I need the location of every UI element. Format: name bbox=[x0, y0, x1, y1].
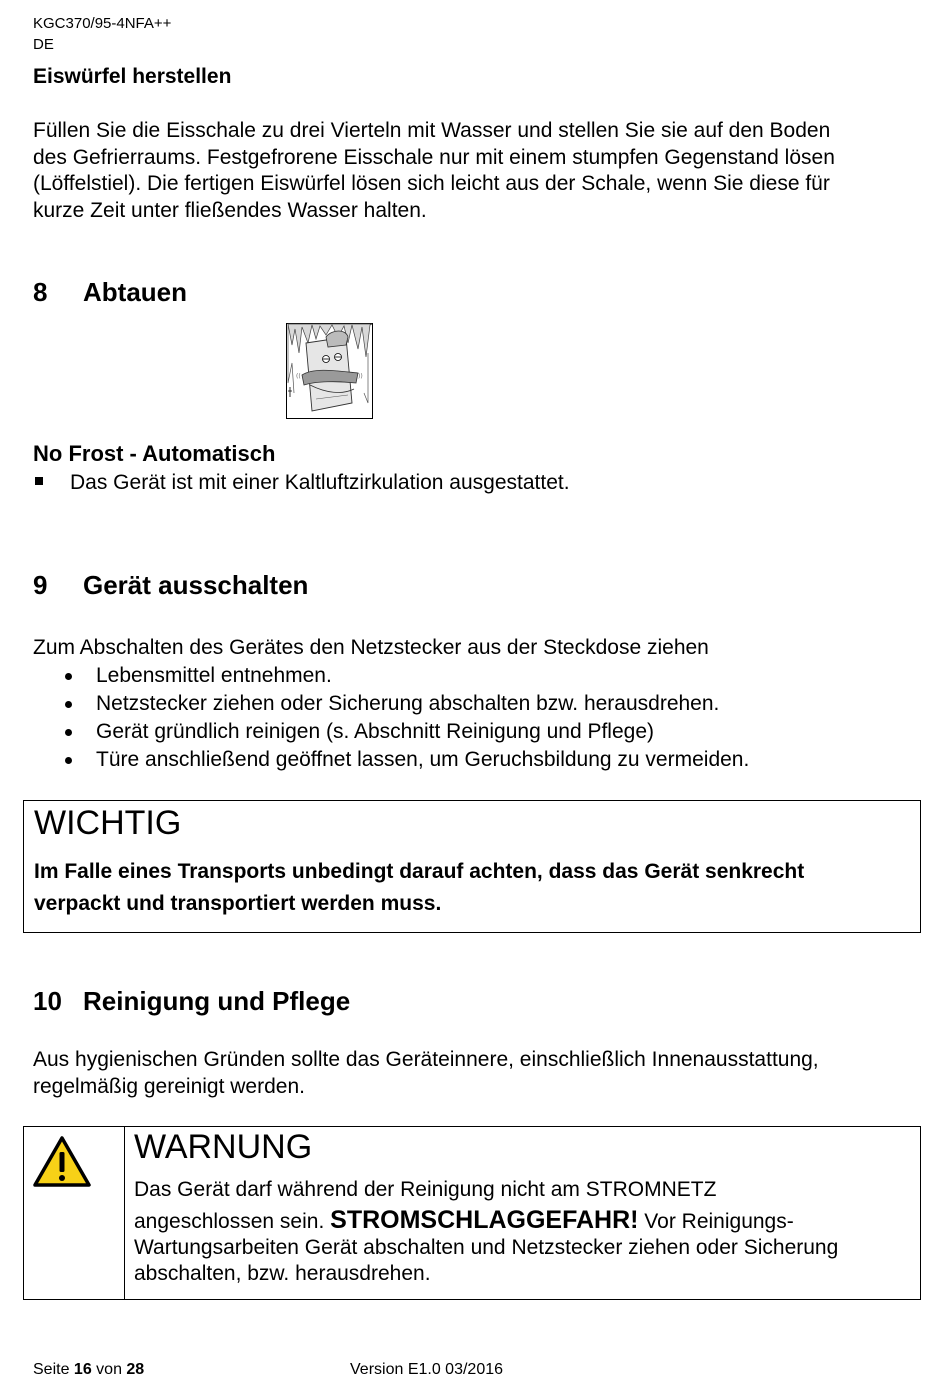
warning-line bbox=[134, 1207, 914, 1235]
important-line: verpackt und transportiert werden muss. bbox=[34, 892, 442, 915]
important-text bbox=[34, 856, 804, 920]
list-item bbox=[62, 662, 749, 690]
warning-text-part: Vor Reinigungs- bbox=[638, 1210, 794, 1233]
bullet-icon bbox=[65, 729, 72, 736]
important-title: WICHTIG bbox=[34, 804, 182, 842]
current-page: 16 bbox=[73, 1361, 92, 1378]
warning-line: abschalten, bzw. herausdrehen. bbox=[134, 1262, 431, 1285]
important-line: Im Falle eines Transports unbedingt darauf achten, dass das Gerät senkrecht bbox=[34, 860, 805, 883]
ice-paragraph bbox=[33, 118, 835, 224]
sec10-paragraph bbox=[33, 1047, 819, 1100]
ice-line: des Gefrierraums. Festgefrorene Eisschale nur mit einem stumpfen Gegenstand lösen bbox=[33, 145, 835, 169]
page-of-label: von bbox=[91, 1361, 127, 1378]
language-code: DE bbox=[33, 36, 54, 53]
section-title: Gerät ausschalten bbox=[83, 570, 309, 600]
important-box bbox=[23, 800, 921, 933]
warning-line: Das Gerät darf während der Reinigung nicht am STROMNETZ bbox=[134, 1178, 717, 1201]
ice-line: (Löffelstiel). Die fertigen Eiswürfel lösen sich leicht aus der Schale, wenn Sie diese für bbox=[33, 172, 830, 195]
section-number: 9 bbox=[33, 570, 48, 600]
nofrost-item: Das Gerät ist mit einer Kaltluftzirkulation ausgestattet. bbox=[70, 471, 570, 494]
list-item-text: Türe anschließend geöffnet lassen, um Geruchsbildung zu vermeiden. bbox=[96, 748, 750, 771]
bullet-icon bbox=[65, 757, 72, 764]
warning-line: Wartungsarbeiten Gerät abschalten und Netzstecker ziehen oder Sicherung bbox=[134, 1236, 839, 1259]
page-number bbox=[33, 1361, 144, 1379]
warning-title: WARNUNG bbox=[134, 1128, 313, 1166]
warning-triangle-icon bbox=[32, 1135, 92, 1189]
list-item-text: Gerät gründlich reinigen (s. Abschnitt Reinigung und Pflege) bbox=[96, 720, 654, 743]
warning-box bbox=[23, 1126, 921, 1300]
list-item-text: Netzstecker ziehen oder Sicherung abschalten bzw. herausdrehen. bbox=[96, 692, 720, 715]
model-number: KGC370/95-4NFA++ bbox=[33, 15, 172, 32]
page-label: Seite bbox=[33, 1361, 74, 1378]
ice-line: Füllen Sie die Eisschale zu drei Vierteln mit Wasser und stellen Sie sie auf den Boden bbox=[33, 119, 831, 142]
list-item bbox=[62, 746, 749, 774]
nofrost-title: No Frost - Automatisch bbox=[33, 441, 276, 466]
ice-line: kurze Zeit unter fließendes Wasser halten. bbox=[33, 198, 427, 222]
bullet-icon bbox=[65, 673, 72, 680]
section-number: 10 bbox=[33, 986, 62, 1016]
total-pages: 28 bbox=[126, 1361, 145, 1378]
section-title: Abtauen bbox=[83, 277, 187, 307]
bullet-icon bbox=[65, 701, 72, 708]
warning-divider bbox=[124, 1127, 125, 1299]
svg-text:((: (( bbox=[296, 373, 301, 380]
section-9-heading bbox=[33, 570, 308, 601]
section-number: 8 bbox=[33, 277, 48, 307]
sec9-list bbox=[62, 662, 749, 774]
list-item bbox=[62, 690, 749, 718]
section-10-heading bbox=[33, 986, 350, 1017]
warning-text bbox=[134, 1177, 914, 1287]
version-info: Version E1.0 03/2016 bbox=[350, 1361, 504, 1378]
section-title: Reinigung und Pflege bbox=[83, 986, 351, 1016]
shock-hazard-text: STROMSCHLAGGEFAHR! bbox=[330, 1206, 639, 1234]
sec10-line: Aus hygienischen Gründen sollte das Geräteinnere, einschließlich Innenausstattung, bbox=[33, 1048, 819, 1071]
list-item-text: Lebensmittel entnehmen. bbox=[96, 664, 332, 687]
list-item bbox=[62, 718, 749, 746]
square-bullet-icon bbox=[35, 477, 43, 485]
section-8-heading bbox=[33, 277, 187, 308]
defrost-illustration bbox=[286, 323, 374, 420]
warning-text-part: angeschlossen sein. bbox=[134, 1210, 331, 1233]
svg-text:)): )) bbox=[358, 373, 363, 380]
ice-title: Eiswürfel herstellen bbox=[33, 65, 232, 88]
sec10-line: regelmäßig gereinigt werden. bbox=[33, 1074, 305, 1098]
sec9-intro: Zum Abschalten des Gerätes den Netzstecker aus der Steckdose ziehen bbox=[33, 636, 709, 659]
